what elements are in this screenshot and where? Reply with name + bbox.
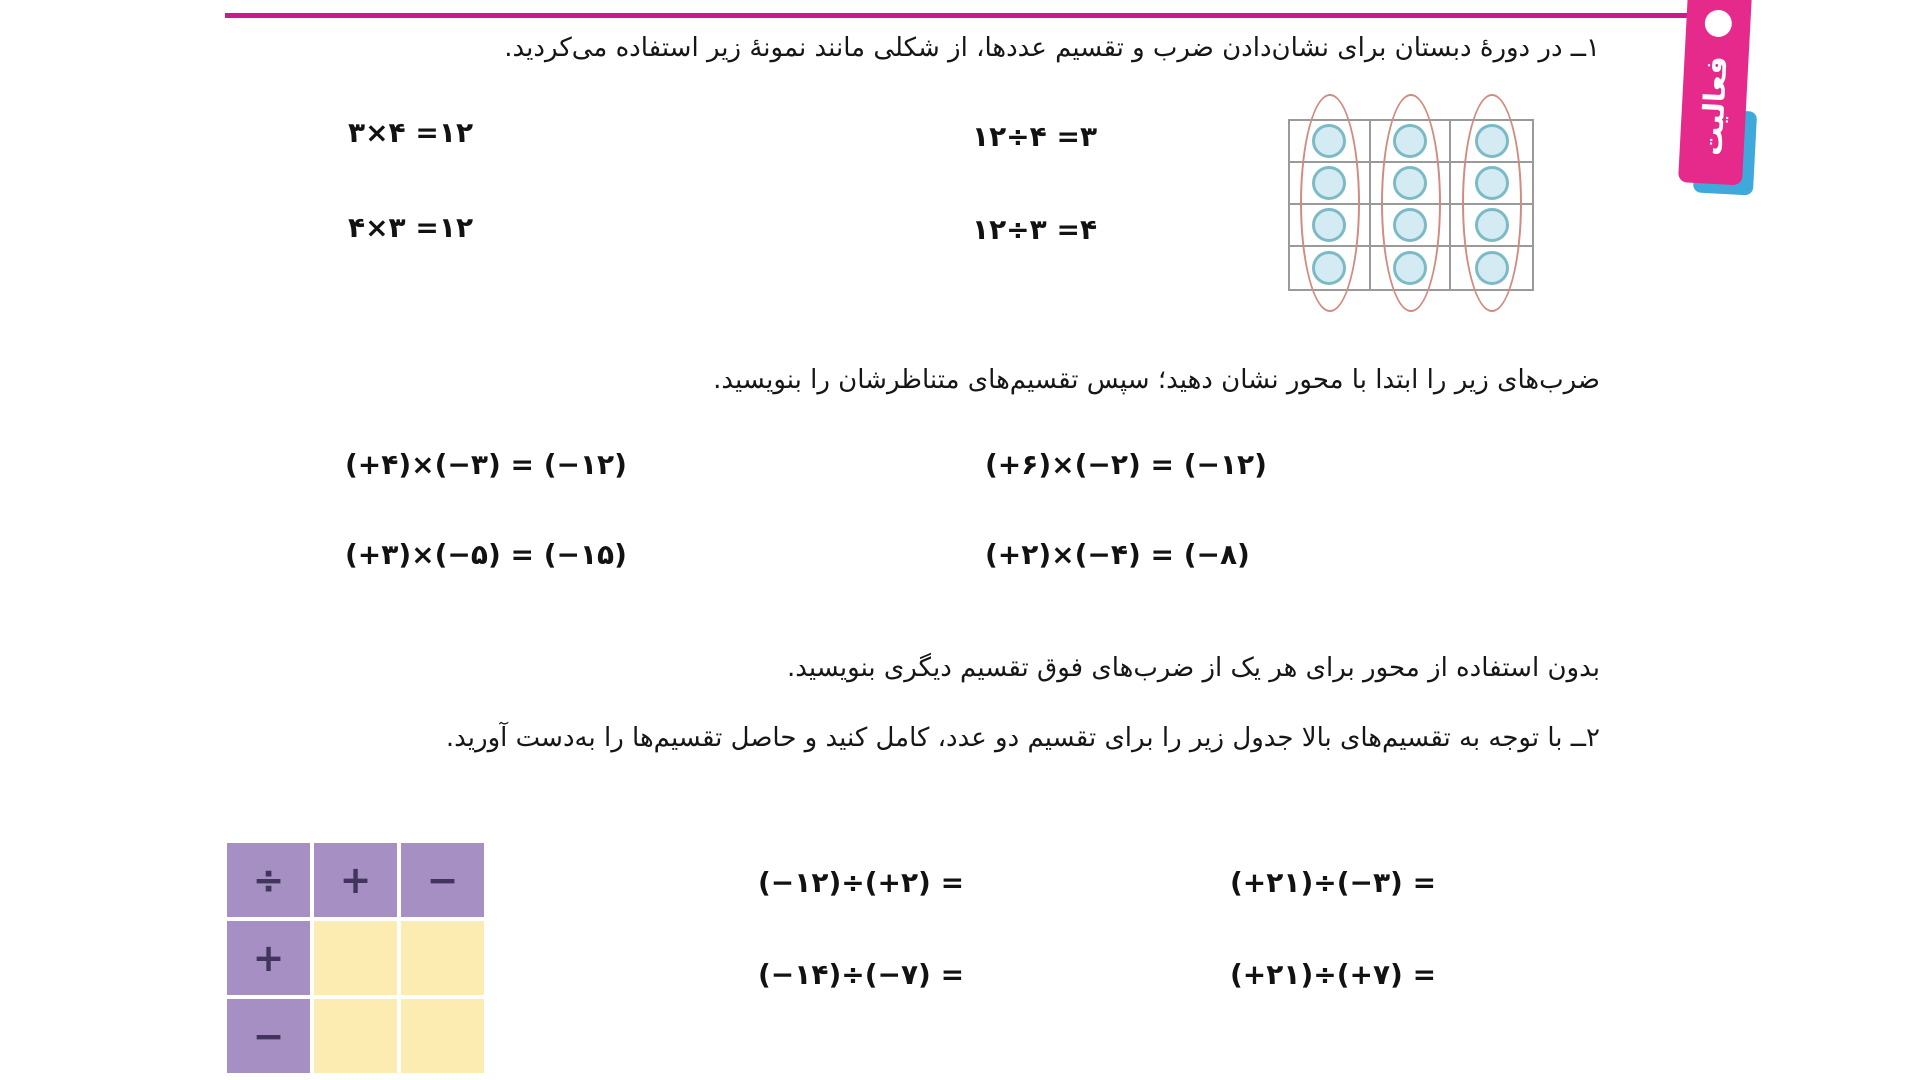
activity1-intro-text: ۱ــ در دورۀ دبستان برای نشان‌دادن ضرب و تقسیم عددها، از شکلی مانند نمونۀ زیر استفاده می‌کردید. [504,33,1600,63]
table-col-header-plus: + [314,843,397,917]
table-row-header-minus: − [227,999,310,1073]
answer-cell-minus-plus [314,999,397,1073]
division-problem-2-left: (−۱۴)÷(−۷) = [758,958,965,991]
column-group-oval [1462,94,1522,312]
answer-cell-plus-minus [401,921,484,995]
table-col-header-minus: − [401,843,484,917]
division-problem-1-left: (−۱۲)÷(+۲) = [758,866,965,899]
signed-equation-1-left: (+۴)×(−۳) = (−۱۲) [345,448,627,481]
activity-ribbon-label: فعالیت [1694,55,1734,157]
signed-equation-1-right: (+۶)×(−۲) = (−۱۲) [985,448,1267,481]
activity-ribbon [1682,0,1766,212]
column-group-oval [1300,94,1360,312]
division-problem-2-right: (+۲۱)÷(+۷) = [1230,958,1437,991]
ribbon-pink-layer [1678,0,1752,185]
top-accent-rule [225,13,1695,18]
ribbon-bullet-icon [1704,9,1732,37]
table-corner-divide-cell: ÷ [227,843,310,917]
dot-array-figure [1288,90,1534,322]
answer-cell-plus-plus [314,921,397,995]
division-problem-1-right: (+۲۱)÷(−۳) = [1230,866,1437,899]
equation-mult-1: ۳×۴ =۱۲ [348,116,474,149]
division-sign-table [227,843,484,1073]
column-group-oval [1381,94,1441,312]
no-axis-prompt-text: بدون استفاده از محور برای هر یک از ضرب‌های فوق تقسیم دیگری بنویسید. [786,653,1600,683]
equation-div-1: ۱۲÷۴ =۳ [972,120,1098,153]
signed-equation-2-left: (+۳)×(−۵) = (−۱۵) [345,538,627,571]
equation-div-2: ۱۲÷۳ =۴ [972,213,1098,246]
signed-equation-2-right: (+۲)×(−۴) = (−۸) [985,538,1250,571]
answer-cell-minus-minus [401,999,484,1073]
table-row-header-plus: + [227,921,310,995]
activity2-intro-text: ۲ــ با توجه به تقسیم‌های بالا جدول زیر را برای تقسیم دو عدد، کامل کنید و حاصل تقسیم‌ها را به‌دست آورید. [445,723,1600,753]
axis-prompt-text: ضرب‌های زیر را ابتدا با محور نشان دهید؛ سپس تقسیم‌های متناظرشان را بنویسید. [713,365,1600,395]
equation-mult-2: ۴×۳ =۱۲ [348,211,474,244]
